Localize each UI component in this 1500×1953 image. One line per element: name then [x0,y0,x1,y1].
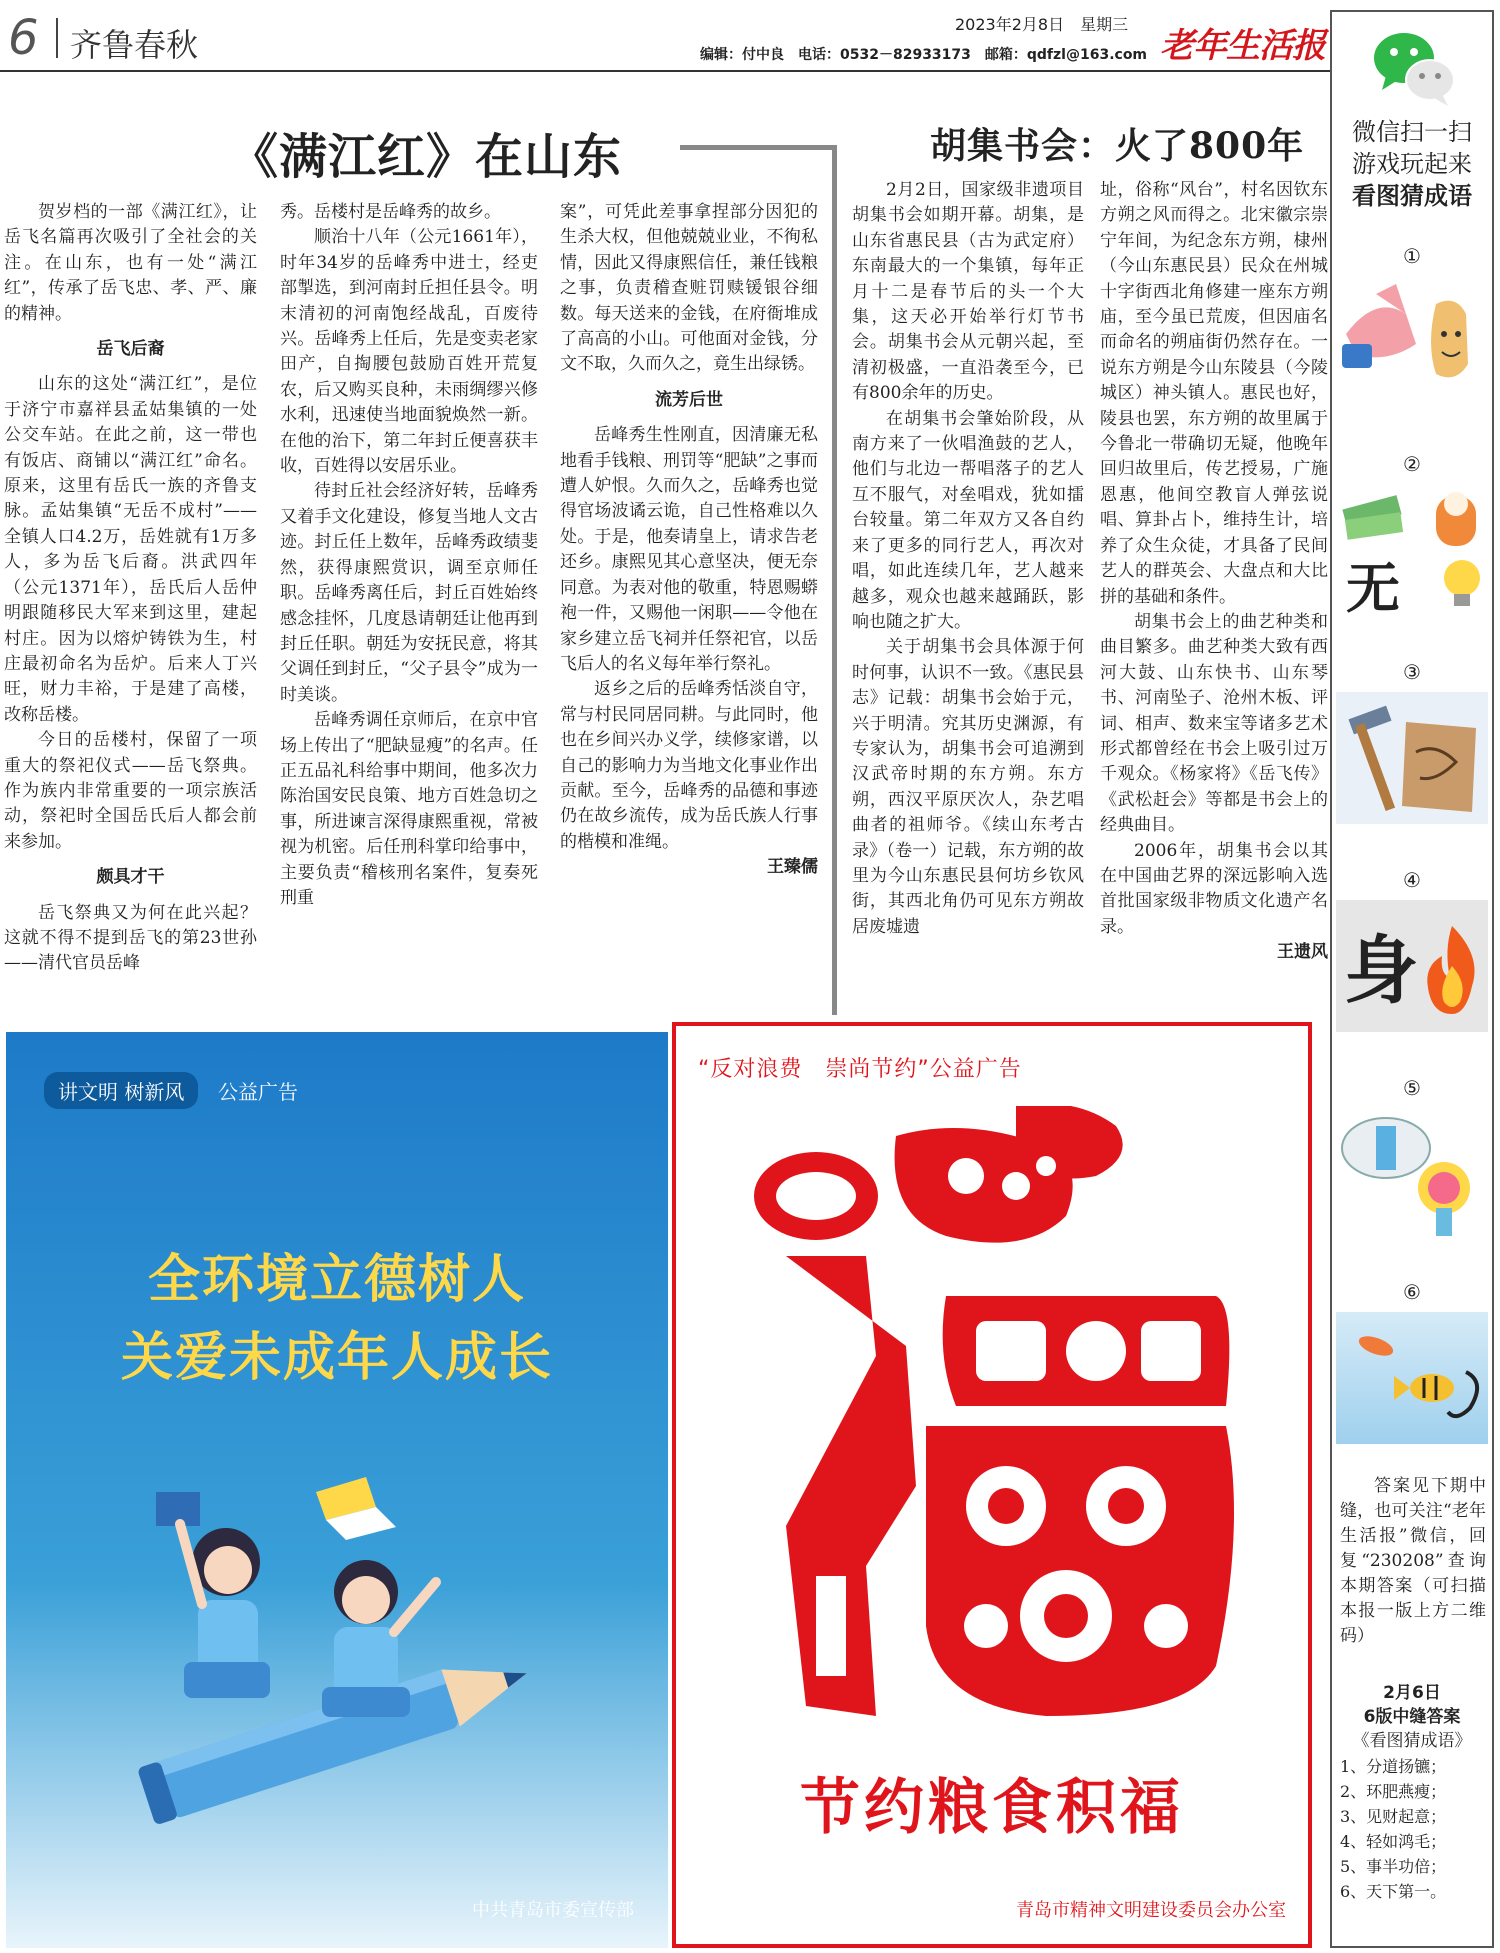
hammer-scroll-illustration [1336,692,1488,824]
page-header [0,0,1330,72]
prev-answer-item: 2、环肥燕瘦； [1340,1782,1447,1801]
prev-answer-item: 1、分道扬镳； [1340,1757,1447,1776]
paragraph: 关于胡集书会具体源于何时何事，认识不一致。《惠民县志》记载：胡集书会始于元，兴于明清。究其历史渊源，有专家认为，胡集书会可追溯到汉武帝时期的东方朔。东方朔，西汉平原厌次人，杂艺唱曲者的祖师爷。《续山东考古录》（卷一）记载，东方朔的故里为今山东惠民县何坊乡钦风街，其西北角仍可见东方朔故居废墟遗 [852,637,1084,937]
article1-column-1 [4,200,257,977]
subheading: 岳飞后裔 [96,339,165,360]
puzzle-4-image [1336,900,1488,1032]
divider [56,18,58,58]
paragraph: 在胡集书会肇始阶段，从南方来了一伙唱渔鼓的艺人，他们与北边一帮唱落子的艺人互不服气，对垒唱戏，犹如擂台较量。第二年双方又各自约来了更多的同行艺人，再次对唱，如此连续几年，艺人越来越多，观众也越来越踊跃，影响也随之扩大。 [852,408,1084,632]
paragraph: 返乡之后的岳峰秀恬淡自守，常与村民同居同耕。与此同时，他也在乡间兴办义学，续修家谱，以自己的影响力为当地文化事业作出贡献。至今，岳峰秀的品德和事迹仍在故乡流传，成为岳氏族人行事的楷模和准绳。 [560,679,818,852]
article2-column-2 [1100,178,1328,966]
puzzle-heading-line3: 看图猜成语 [1352,182,1472,210]
prev-answer-date: 2月6日 [1383,1683,1441,1703]
paragraph: 岳峰秀生性刚直，因清廉无私地看手钱粮、刑罚等“肥缺”之事而遭人妒恨。久而久之，岳峰秀也觉得官场波谲云诡，自己性格难以久处。于是，他奏请皇上，请求告老还乡。康熙见其心意坚决，便无奈同意。为表对他的敬重，特恩赐蟒袍一件，又赐他一闲职——令他在家乡建立岳飞祠并任祭祀官，以岳飞后人的名义每年举行祭礼。 [560,425,818,674]
article2-title: 胡集书会：火了800年 [930,125,1305,167]
decorative-rule [832,145,837,1015]
puzzle-1-image [1336,274,1488,406]
prev-answer-item: 6、天下第一。 [1340,1882,1447,1901]
hand-gesture-illustration [1336,274,1488,406]
paragraph: 待封丘社会经济好转，岳峰秀又着手文化建设，修复当地人文古迹。封丘任上数年，岳峰秀政绩斐然，获得康熙赏识，调至京师任职。岳峰秀离任后，封丘百姓始终感念挂怀，几度恳请朝廷让他再到封丘任职。朝廷为安抚民意，将其父调任到封丘，“父子县令”成为一时美谈。 [280,481,538,705]
prev-answer-list [1340,1754,1490,1904]
paragraph: 2006年，胡集书会以其在中国曲艺界的深远影响入选首批国家级非物质文化遗产名录。 [1100,840,1328,937]
puzzle-4-character: 身 [1344,928,1418,1014]
puzzle-number: ① [1403,244,1421,268]
paragraph: 顺治十八年（公元1661年），时年34岁的岳峰秀中进士，经吏部掣选，到河南封丘担任县令。明末清初的河南饱经战乱，百废待兴。岳峰秀上任后，先是变卖老家田产，自掏腰包鼓励百姓开荒复农，后又购买良种，未雨绸缪兴修水利，迅速使当地面貌焕然一新。在他的治下，第二年封丘便喜获丰收，百姓得以安居乐业。 [280,227,538,477]
ad-sponsor: 青岛市精神文明建设委员会办公室 [1016,1900,1286,1921]
fish-swimming-illustration [1336,1312,1488,1444]
ad-tag: “反对浪费 崇尚节约”公益广告 [698,1057,1022,1082]
ad-slogan: 节约粮食积福 [800,1773,1184,1843]
puzzle-heading-line1: 微信扫一扫 [1352,118,1472,146]
paragraph: 今日的岳楼村，保留了一项重大的祭祀仪式——岳飞祭典。作为族内非常重要的一项宗族活动，祭祀时全国岳氏后人都会前来参加。 [4,730,257,852]
puzzle-heading-line2: 游戏玩起来 [1352,150,1472,178]
puzzle-2-image [1336,482,1488,614]
paragraph: 2月2日，国家级非遗项目胡集书会如期开幕。胡集，是山东省惠民县（古为武定府）东南最大的一个集镇，每年正月十二是春节后的头一个大集，这天必开始举行灯节书会。胡集书会从元朝兴起，至清初极盛，一直沿袭至今，已有800余年的历史。 [852,180,1084,404]
puzzle-6-image [1336,1312,1488,1444]
puzzle-3-image [1336,692,1488,824]
puzzle-number: ④ [1403,868,1421,892]
paragraph: 岳峰秀调任京师后，在京中官场上传出了“肥缺显瘦”的名声。任正五品礼科给事中期间，他多次力陈治国安民良策、地方百姓急切之事，所进谏言深得康熙重视，常被视为机密。后任刑科掌印给事中，主要负责“稽核刑名案件，复奏死刑重 [280,710,538,908]
paragraph: 秀。岳楼村是岳峰秀的故乡。 [280,202,501,222]
paper-logo: 老年生活报 [1160,26,1325,66]
public-service-ad-save-food [672,1022,1312,1948]
author-byline: 王臻儒 [767,857,818,878]
paragraph: 贺岁档的一部《满江红》，让岳飞名篇再次吸引了全社会的关注。在山东，也有一处“满江红”，传承了岳飞忠、孝、严、廉的精神。 [4,202,257,324]
puzzle-number: ⑤ [1403,1076,1421,1100]
puzzle-number: ③ [1403,660,1421,684]
waterfall-flower-illustration [1336,1108,1488,1240]
paragraph: 岳飞祭典又为何在此兴起？这就不得不提到岳飞的第23世孙——清代官员岳峰 [4,902,257,974]
answer-note: 答案见下期中缝，也可关注“老年生活报”微信，回复“230208”查询本期答案（可扫描本报一版上方二维码） [1340,1476,1486,1646]
page-number: 6 [8,10,39,66]
article1-title: 《满江红》在山东 [230,129,623,185]
prev-answer-title: 6版中缝答案 [1363,1707,1461,1727]
subheading: 流芳后世 [655,389,723,410]
puzzle-number: ② [1403,452,1421,476]
puzzle-heading [1332,116,1492,212]
public-service-ad-education [6,1032,668,1948]
puzzle-5-image [1336,1108,1488,1240]
ad-sponsor: 中共青岛市委宣传部 [472,1900,634,1921]
article2-column-1 [852,178,1084,940]
fire-icon [1422,926,1482,1016]
section-name: 齐鲁春秋 [70,26,199,64]
prev-answer-item: 4、轻如鸿毛； [1340,1832,1447,1851]
ad-slogan-line2: 关爱未成年人成长 [120,1328,553,1388]
decorative-rule [680,145,837,150]
wechat-icon [1372,28,1456,108]
idiom-puzzle-sidebar [1330,10,1494,1948]
puzzle-2-character: 无 [1346,557,1400,614]
ad-tag: 讲文明 树新风 [44,1072,198,1109]
prev-answer-subtitle: 《看图猜成语》 [1352,1731,1472,1751]
paragraph: 址，俗称“风台”，村名因钦东方朔之风而得之。北宋徽宗崇宁年间，为纪念东方朔，棣州（今山东惠民县）民众在州城十字街西北角修建一座东方朔庙，至今虽已荒废，但因庙名而命名的朔庙街仍然存在。一说东方朔是今山东陵县（今陵城区）神头镇人。惠民也好，陵县也罢，东方朔的故里属于今鲁北一带确切无疑，他晚年回归故里后，传艺授易，广施恩惠，他间空教盲人弹弦说唱、算卦占卜，维持生计，培养了众生众徒，才具备了民间艺人的群英会、大盘点和大比拼的基础和条件。 [1100,180,1328,607]
article1-column-3 [560,200,818,881]
prev-answer-item: 5、事半功倍； [1340,1857,1447,1876]
ad-tag-label: 公益广告 [218,1080,298,1104]
fu-paper-cut-illustration [746,1106,1246,1746]
paragraph: 山东的这处“满江红”，是位于济宁市嘉祥县孟姑集镇的一处公交车站。在此之前，这一带也有饭店、商铺以“满江红”命名。原来，这里有岳氏一族的齐鲁支脉。孟姑集镇“无岳不成村”——全镇人口4.2万，岳姓就有1万多人，多为岳飞后裔。洪武四年（公元1371年），岳氏后人岳仲明跟随移民大军来到这里，建起村庄。因为以熔炉铸铁为生，村庄最初命名为岳炉。后来人丁兴旺，财力丰裕，于是建了高楼，改称岳楼。 [4,374,257,725]
author-byline: 王遗风 [1277,942,1328,963]
children-on-pencil-illustration [136,1432,556,1852]
prev-answer-item: 3、见财起意； [1340,1807,1447,1826]
paragraph: 胡集书会上的曲艺种类和曲目繁多。曲艺种类大致有西河大鼓、山东快书、山东琴书、河南坠子、沧州木板、评词、相声、数来宝等诸多艺术形式都曾经在书会上吸引过万千观众。《杨家将》《岳飞传》《武松赶会》等都是书会上的经典曲目。 [1100,611,1328,836]
issue-date: 2023年2月8日 星期三 [955,15,1129,34]
paragraph: 案”，可凭此差事拿捏部分因犯的生杀大权，但他兢兢业业，不徇私情，因此又得康熙信任，兼任钱粮之事，负责稽查赃罚赎锾银谷细数。每天送来的金钱，在府衙堆成了高高的小山。可他面对金钱，分文不取，久而久之，竟生出绿锈。 [560,202,818,375]
ad-slogan-line1: 全环境立德树人 [147,1250,526,1310]
article1-column-2 [280,200,538,911]
subheading: 颇具才干 [96,867,165,888]
editor-contact: 编辑：付中良 电话：0532－82933173 邮箱：qdfzl@163.com [700,47,1148,63]
puzzle-number: ⑥ [1403,1280,1421,1304]
